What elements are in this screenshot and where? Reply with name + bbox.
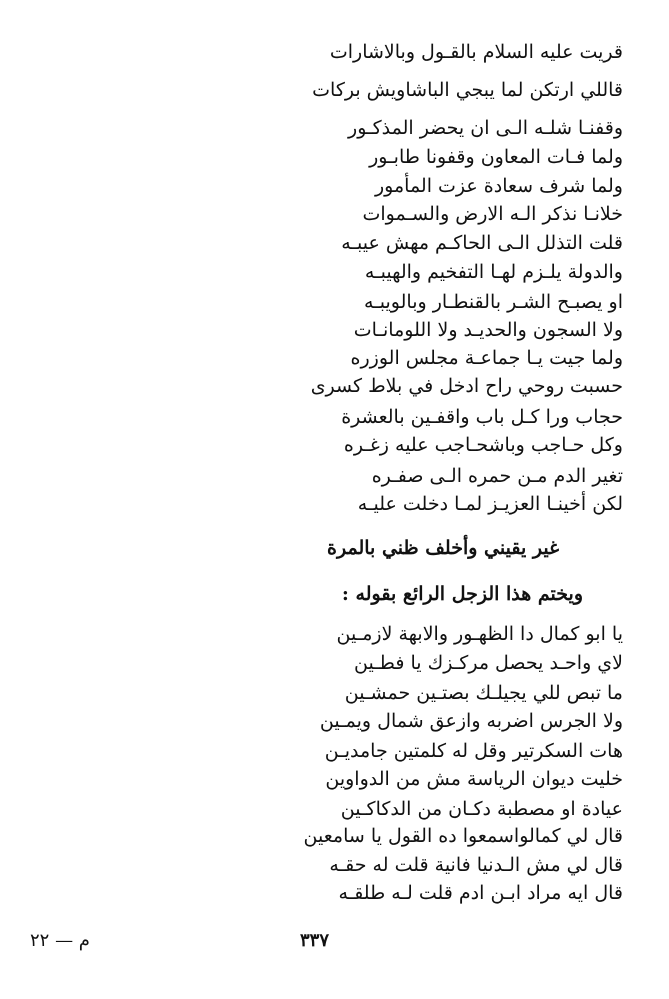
poem-line: ما تبص للي يجيلـك بصتـين حمشـين [344, 682, 623, 704]
poem-line: قريت عليه السلام بالقـول وبالاشارات [329, 41, 623, 63]
poem-line: يا ابو كمال دا الظهـور والابهة لازمـين [336, 623, 623, 645]
poem-line: قلت التذلل الـى الحاكـم مهش عيبـه [341, 232, 623, 254]
poem-line: لكن أخينـا العزيـز لمـا دخلت عليـه [357, 493, 623, 515]
poem-line: قاللي ارتكن لما يبجي الباشاويش بركات [312, 79, 623, 101]
poem-line: قال ايه مراد ابـن ادم قلت لـه طلقـه [338, 882, 623, 904]
poem-line: ولما فـات المعاون وقفونا طابـور [369, 146, 623, 168]
poem-line: ولما شرف سعادة عزت المأمور [374, 175, 623, 197]
poem-line: ولما جيت يـا جماعـة مجلس الوزره [350, 347, 623, 369]
poem-line: خلانـا نذكر الـه الارض والسـموات [362, 203, 623, 225]
poem-line: والدولة يلـزم لهـا التفخيم والهيبـه [364, 261, 623, 283]
poem-line: لاي واحـد يحصل مركـزك يا فطـين [354, 652, 623, 674]
poem-line: ولا السجون والحديـد ولا اللومانـات [353, 319, 623, 341]
poem-line: تغير الدم مـن حمره الـى صفـره [371, 465, 623, 487]
poem-line: وقفنـا شلـه الـى ان يحضر المذكـور [348, 117, 623, 139]
page-number: ٣٣٧ [300, 930, 330, 951]
poem-line: خليت ديوان الرياسة مش من الدواوين [325, 768, 623, 790]
poem-line: قال لي مش الـدنيا فانية قلت له حقـه [329, 854, 623, 876]
poem-line: هات السكرتير وقل له كلمتين جامديـن [324, 740, 623, 762]
signature-mark: م — ٢٢ [30, 930, 90, 951]
poem-line: غير يقيني وأخلف ظني بالمرة [327, 537, 559, 559]
poem-line: ولا الجرس اضربه وازعق شمال ويمـين [319, 710, 623, 732]
poem-line: او يصبـح الشـر بالقنطـار وبالويبـه [364, 291, 623, 313]
prose-paragraph: ويختم هذا الزجل الرائع بقوله : [341, 583, 583, 605]
poem-line: حجاب ورا كـل باب واقفـين بالعشرة [341, 406, 623, 428]
poem-line: قال لي كمالواسمعوا ده القول يا سامعين [303, 825, 623, 847]
poem-line: عيادة او مصطبة دكـان من الدكاكـين [340, 798, 623, 820]
poem-line: وكل حـاجب وباشحـاجب عليه زغـره [343, 434, 623, 456]
poem-line: حسبت روحي راح ادخل في بلاط كسرى [310, 375, 623, 397]
